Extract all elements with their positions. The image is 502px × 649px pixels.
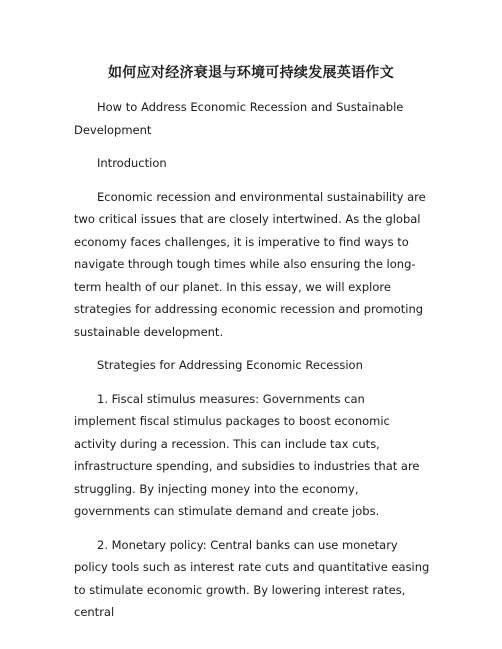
- document-body: [74, 96, 430, 635]
- paragraph-fiscal-stimulus: 1. Fiscal stimulus measures: Governments can implement fiscal stimulus packages to boost economic activity during a recession. This can include tax cuts, infrastructure spending, and subsidies to industries that are struggling. By injecting money into the economy, governments can stimulate demand and create jobs.: [74, 391, 420, 518]
- essay-title: How to Address Economic Recession and Sustainable Development: [74, 100, 404, 137]
- section-heading-strategies: Strategies for Addressing Economic Recession: [97, 358, 363, 372]
- section-heading-introduction: Introduction: [97, 156, 167, 170]
- paragraph-introduction: Economic recession and environmental sustainability are two critical issues that are closely intertwined. As the global economy faces challenges, it is imperative to find ways to navigate through tough times while also ensuring the long-term health of our planet. In this essay, we will explore strategies for addressing economic recession and promoting sustainable development.: [74, 189, 426, 339]
- document-title: 如何应对经济衰退与环境可持续发展英语作文: [108, 65, 394, 81]
- paragraph-monetary-policy: 2. Monetary policy: Central banks can use monetary policy tools such as interest rate cuts and quantitative easing to stimulate economic growth. By lowering interest rates, central: [74, 537, 430, 619]
